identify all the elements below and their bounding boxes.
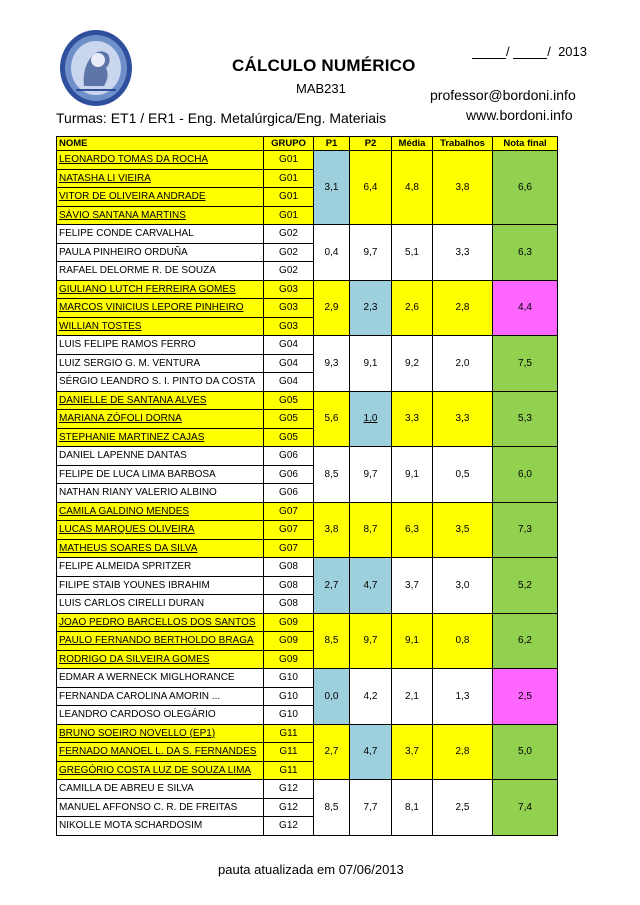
group-code: G11 xyxy=(264,761,314,780)
grade-nota-final: 5,3 xyxy=(493,391,558,447)
page-title: CÁLCULO NUMÉRICO xyxy=(232,56,416,75)
grade-media: 3,7 xyxy=(392,724,433,780)
grade-media: 3,3 xyxy=(392,391,433,447)
grade-p2: 1,0 xyxy=(350,391,392,447)
header-nome: NOME xyxy=(57,137,264,151)
group-code: G12 xyxy=(264,798,314,817)
grade-nota-final: 7,5 xyxy=(493,336,558,392)
grade-media: 9,1 xyxy=(392,613,433,669)
group-code: G12 xyxy=(264,817,314,836)
table-row xyxy=(57,336,558,355)
grade-media: 2,1 xyxy=(392,669,433,725)
student-name: FELIPE ALMEIDA SPRITZER xyxy=(57,558,264,577)
grade-media: 6,3 xyxy=(392,502,433,558)
table-row xyxy=(57,280,558,299)
student-name: NIKOLLE MOTA SCHARDOSIM xyxy=(57,817,264,836)
table-row xyxy=(57,613,558,632)
grade-p1: 2,7 xyxy=(314,724,350,780)
group-code: G10 xyxy=(264,706,314,725)
student-name: MARIANA ZÓFOLI DORNA xyxy=(57,410,264,429)
grade-trabalhos: 0,8 xyxy=(433,613,493,669)
group-code: G07 xyxy=(264,539,314,558)
header-nota-final: Nota final xyxy=(493,137,558,151)
university-seal-logo xyxy=(58,28,134,108)
grade-media: 5,1 xyxy=(392,225,433,281)
student-name: VITOR DE OLIVEIRA ANDRADE xyxy=(57,188,264,207)
student-name: PAULA PINHEIRO ORDUÑA xyxy=(57,243,264,262)
student-name: NATASHA LI VIEIRA xyxy=(57,169,264,188)
grade-p1: 2,9 xyxy=(314,280,350,336)
student-name: DANIEL LAPENNE DANTAS xyxy=(57,447,264,466)
table-header-row xyxy=(57,137,558,151)
grade-media: 3,7 xyxy=(392,558,433,614)
grade-p1: 3,1 xyxy=(314,151,350,225)
grade-trabalhos: 3,3 xyxy=(433,391,493,447)
table-row xyxy=(57,558,558,577)
group-code: G09 xyxy=(264,613,314,632)
student-name: LEANDRO CARDOSO OLEGÁRIO xyxy=(57,706,264,725)
group-code: G04 xyxy=(264,354,314,373)
grade-media: 9,2 xyxy=(392,336,433,392)
group-code: G06 xyxy=(264,447,314,466)
table-row xyxy=(57,225,558,244)
date-field: / / 2013 xyxy=(472,44,587,59)
professor-website: www.bordoni.info xyxy=(466,107,573,123)
group-code: G07 xyxy=(264,502,314,521)
group-code: G05 xyxy=(264,410,314,429)
grade-p2: 9,7 xyxy=(350,613,392,669)
header-p2: P2 xyxy=(350,137,392,151)
grade-p1: 0,0 xyxy=(314,669,350,725)
header-media: Média xyxy=(392,137,433,151)
grades-table xyxy=(56,136,558,836)
grade-nota-final: 6,6 xyxy=(493,151,558,225)
grade-p2: 6,4 xyxy=(350,151,392,225)
grade-p1: 5,6 xyxy=(314,391,350,447)
grade-p1: 8,5 xyxy=(314,613,350,669)
table-row xyxy=(57,780,558,799)
grade-p1: 8,5 xyxy=(314,447,350,503)
grade-nota-final: 7,3 xyxy=(493,502,558,558)
group-code: G10 xyxy=(264,669,314,688)
group-code: G07 xyxy=(264,521,314,540)
class-description: Turmas: ET1 / ER1 - Eng. Metalúrgica/Eng. Materiais xyxy=(56,110,387,126)
grade-trabalhos: 0,5 xyxy=(433,447,493,503)
student-name: SÉRGIO LEANDRO S. I. PINTO DA COSTA xyxy=(57,373,264,392)
student-name: GIULIANO LUTCH FERREIRA GOMES xyxy=(57,280,264,299)
grade-p1: 9,3 xyxy=(314,336,350,392)
grade-p2: 4,7 xyxy=(350,724,392,780)
student-name: FERNADO MANOEL L. DA S. FERNANDES xyxy=(57,743,264,762)
group-code: G06 xyxy=(264,465,314,484)
group-code: G03 xyxy=(264,299,314,318)
table-row xyxy=(57,669,558,688)
grade-trabalhos: 2,8 xyxy=(433,724,493,780)
student-name: FILIPE STAIB YOUNES IBRAHIM xyxy=(57,576,264,595)
student-name: CAMILLA DE ABREU E SILVA xyxy=(57,780,264,799)
group-code: G03 xyxy=(264,280,314,299)
grade-nota-final: 4,4 xyxy=(493,280,558,336)
grade-nota-final: 6,0 xyxy=(493,447,558,503)
header-p1: P1 xyxy=(314,137,350,151)
grade-trabalhos: 3,5 xyxy=(433,502,493,558)
grade-media: 4,8 xyxy=(392,151,433,225)
grade-p2: 9,1 xyxy=(350,336,392,392)
grade-media: 8,1 xyxy=(392,780,433,836)
professor-email: professor@bordoni.info xyxy=(430,87,576,103)
group-code: G05 xyxy=(264,428,314,447)
student-name: SÁVIO SANTANA MARTINS xyxy=(57,206,264,225)
student-name: CAMILA GALDINO MENDES xyxy=(57,502,264,521)
student-name: MANUEL AFFONSO C. R. DE FREITAS xyxy=(57,798,264,817)
group-code: G10 xyxy=(264,687,314,706)
student-name: FELIPE CONDE CARVALHAL xyxy=(57,225,264,244)
grade-p1: 0,4 xyxy=(314,225,350,281)
header-grupo: GRUPO xyxy=(264,137,314,151)
student-name: FERNANDA CAROLINA AMORIN ... xyxy=(57,687,264,706)
update-note: pauta atualizada em 07/06/2013 xyxy=(218,862,404,877)
date-year: 2013 xyxy=(558,44,587,59)
grade-trabalhos: 3,3 xyxy=(433,225,493,281)
group-code: G01 xyxy=(264,151,314,170)
student-name: LUIZ SERGIO G. M. VENTURA xyxy=(57,354,264,373)
grade-p1: 2,7 xyxy=(314,558,350,614)
table-row xyxy=(57,447,558,466)
grade-p1: 8,5 xyxy=(314,780,350,836)
group-code: G06 xyxy=(264,484,314,503)
grade-nota-final: 7,4 xyxy=(493,780,558,836)
grade-nota-final: 6,3 xyxy=(493,225,558,281)
header-trabalhos: Trabalhos xyxy=(433,137,493,151)
table-row xyxy=(57,502,558,521)
grade-trabalhos: 3,0 xyxy=(433,558,493,614)
group-code: G01 xyxy=(264,206,314,225)
grade-trabalhos: 2,5 xyxy=(433,780,493,836)
grade-nota-final: 6,2 xyxy=(493,613,558,669)
student-name: LUIS CARLOS CIRELLI DURAN xyxy=(57,595,264,614)
grade-nota-final: 5,0 xyxy=(493,724,558,780)
student-name: DANIELLE DE SANTANA ALVES xyxy=(57,391,264,410)
grade-p1: 3,8 xyxy=(314,502,350,558)
student-name: GREGÓRIO COSTA LUZ DE SOUZA LIMA xyxy=(57,761,264,780)
table-row xyxy=(57,391,558,410)
grade-p2: 9,7 xyxy=(350,225,392,281)
student-name: MATHEUS SOARES DA SILVA xyxy=(57,539,264,558)
student-name: JOAO PEDRO BARCELLOS DOS SANTOS xyxy=(57,613,264,632)
grade-trabalhos: 3,8 xyxy=(433,151,493,225)
group-code: G03 xyxy=(264,317,314,336)
grade-nota-final: 2,5 xyxy=(493,669,558,725)
group-code: G09 xyxy=(264,650,314,669)
student-name: WILLIAN TOSTES xyxy=(57,317,264,336)
student-name: STEPHANIE MARTINEZ CAJAS xyxy=(57,428,264,447)
group-code: G02 xyxy=(264,243,314,262)
student-name: LUIS FELIPE RAMOS FERRO xyxy=(57,336,264,355)
grade-p2: 4,2 xyxy=(350,669,392,725)
grade-p2: 4,7 xyxy=(350,558,392,614)
grade-trabalhos: 2,0 xyxy=(433,336,493,392)
student-name: BRUNO SOEIRO NOVELLO (EP1) xyxy=(57,724,264,743)
student-name: RODRIGO DA SILVEIRA GOMES xyxy=(57,650,264,669)
student-name: LUCAS MARQUES OLIVEIRA xyxy=(57,521,264,540)
grade-p2: 2,3 xyxy=(350,280,392,336)
group-code: G09 xyxy=(264,632,314,651)
course-code: MAB231 xyxy=(296,81,346,96)
student-name: RAFAEL DELORME R. DE SOUZA xyxy=(57,262,264,281)
group-code: G02 xyxy=(264,225,314,244)
group-code: G01 xyxy=(264,188,314,207)
group-code: G08 xyxy=(264,576,314,595)
student-name: PAULO FERNANDO BERTHOLDO BRAGA xyxy=(57,632,264,651)
grade-trabalhos: 1,3 xyxy=(433,669,493,725)
group-code: G04 xyxy=(264,336,314,355)
student-name: LEONARDO TOMAS DA ROCHA xyxy=(57,151,264,170)
group-code: G05 xyxy=(264,391,314,410)
group-code: G12 xyxy=(264,780,314,799)
grade-nota-final: 5,2 xyxy=(493,558,558,614)
group-code: G02 xyxy=(264,262,314,281)
student-name: NATHAN RIANY VALERIO ALBINO xyxy=(57,484,264,503)
student-name: EDMAR A WERNECK MIGLHORANCE xyxy=(57,669,264,688)
group-code: G08 xyxy=(264,595,314,614)
student-name: FELIPE DE LUCA LIMA BARBOSA xyxy=(57,465,264,484)
grade-p2: 7,7 xyxy=(350,780,392,836)
group-code: G01 xyxy=(264,169,314,188)
grade-p2: 9,7 xyxy=(350,447,392,503)
student-name: MARCOS VINICIUS LEPORE PINHEIRO xyxy=(57,299,264,318)
grade-trabalhos: 2,8 xyxy=(433,280,493,336)
grade-p2: 8,7 xyxy=(350,502,392,558)
group-code: G11 xyxy=(264,743,314,762)
table-row xyxy=(57,724,558,743)
grade-media: 9,1 xyxy=(392,447,433,503)
group-code: G04 xyxy=(264,373,314,392)
grade-media: 2,6 xyxy=(392,280,433,336)
table-row xyxy=(57,151,558,170)
group-code: G11 xyxy=(264,724,314,743)
group-code: G08 xyxy=(264,558,314,577)
